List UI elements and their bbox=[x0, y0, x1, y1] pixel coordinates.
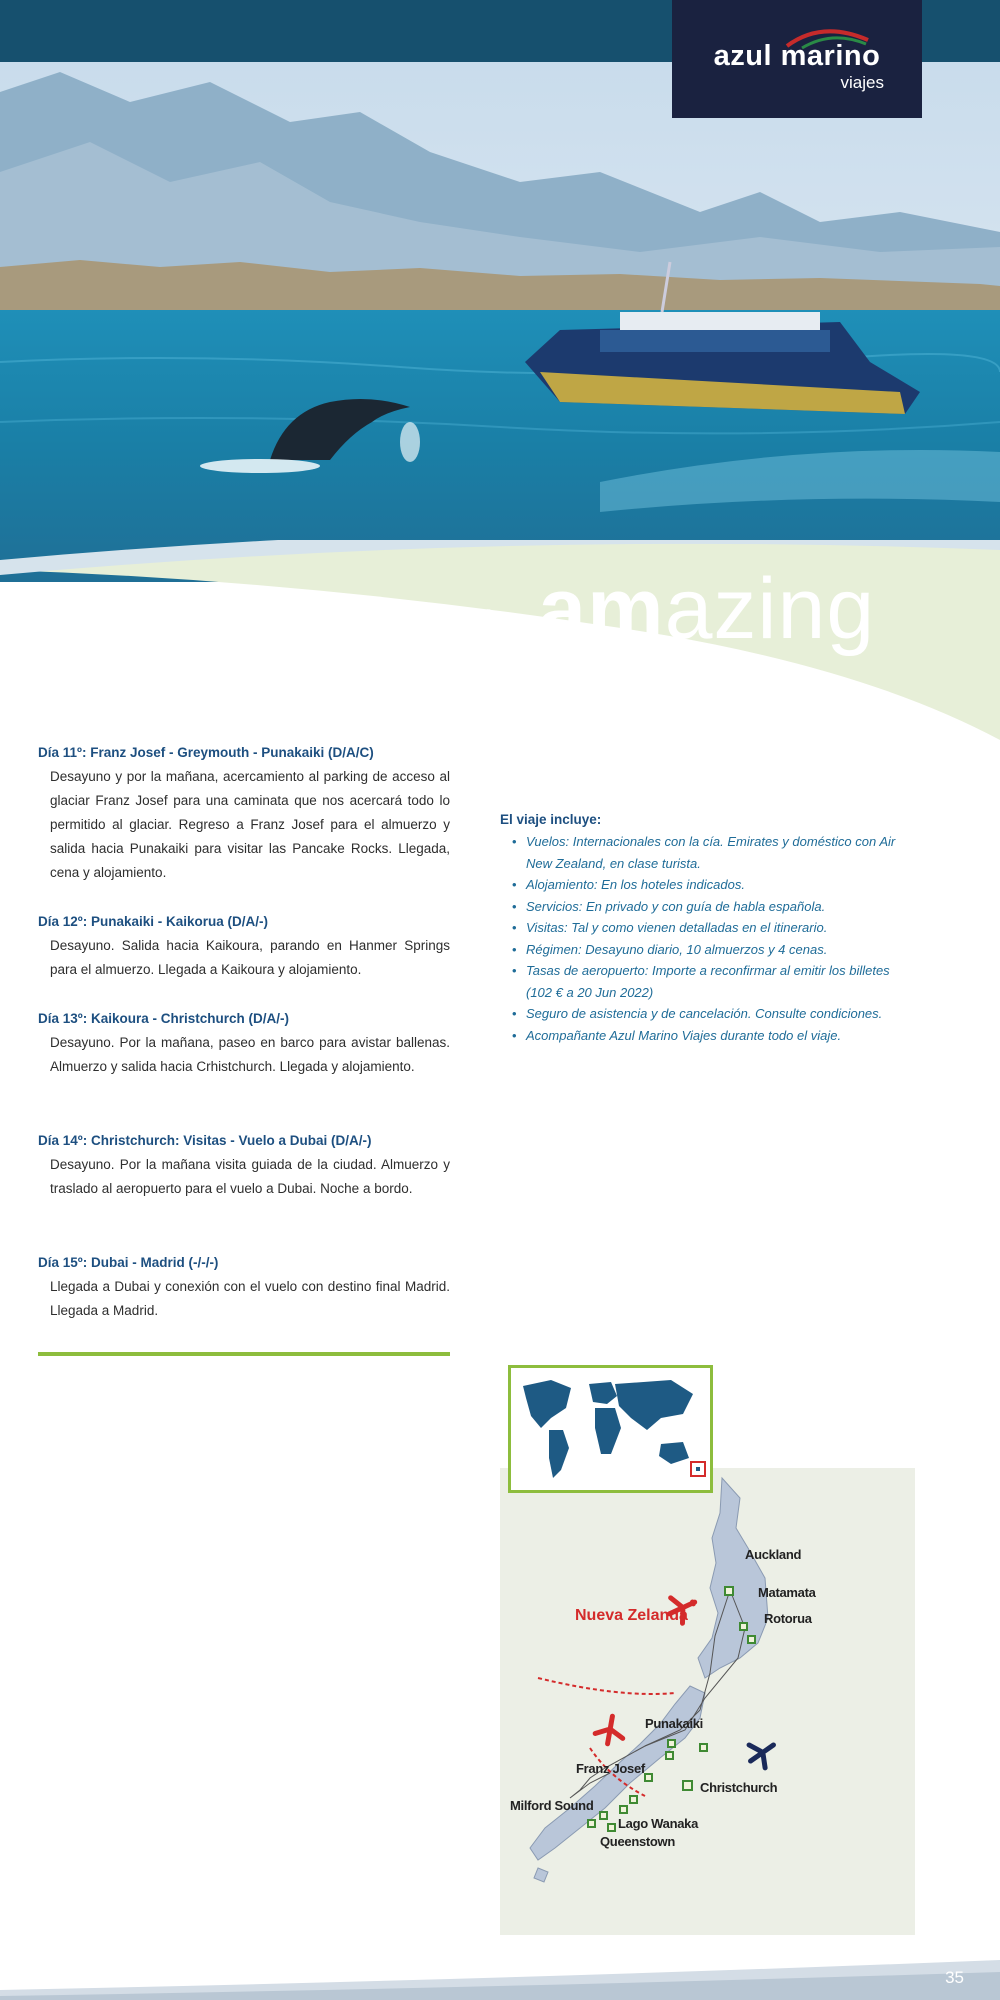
day-title: Día 15º: Dubai - Madrid (-/-/-) bbox=[38, 1255, 219, 1270]
day-text: Desayuno y por la mañana, acercamiento al parking de acceso al glaciar Franz Josef para una caminata que nos acercará todo lo permitido al glaciar. Regreso a Franz Josef para el almuerzo y salida hacia Punakaiki para visitar las Pancake Rocks. Llegada, cena y alojamiento. bbox=[50, 769, 450, 880]
includes-item: • Régimen: Desayuno diario, 10 almuerzos y 4 cenas. bbox=[512, 939, 916, 961]
includes-item: • Seguro de asistencia y de cancelación. Consulte condiciones. bbox=[512, 1003, 916, 1025]
day-text: Desayuno. Por la mañana, paseo en barco para avistar ballenas. Almuerzo y salida hacia Crhistchurch. Llegada y alojamiento. bbox=[50, 1035, 450, 1074]
day-text: Desayuno. Salida hacia Kaikoura, parando en Hanmer Springs para el almuerzo. Llegada a Kaikoura y alojamiento. bbox=[50, 938, 450, 977]
day-title: Día 14º: Christchurch: Visitas - Vuelo a Dubai (D/A/-) bbox=[38, 1133, 372, 1148]
includes-list bbox=[500, 831, 916, 1046]
city-label-auckland: Auckland bbox=[745, 1547, 802, 1562]
city-label-milford-sound: Milford Sound bbox=[510, 1798, 594, 1813]
city-label-christchurch: Christchurch bbox=[700, 1780, 778, 1795]
includes-item: • Acompañante Azul Marino Viajes durante todo el viaje. bbox=[512, 1025, 916, 1047]
plane-icon bbox=[743, 1734, 782, 1773]
city-label-lago-wanaka: Lago Wanaka bbox=[618, 1816, 699, 1831]
includes-item: • Vuelos: Internacionales con la cía. Emirates y doméstico con Air New Zealand, en clase turista. bbox=[512, 831, 916, 874]
city-label-franz-josef: Franz Josef bbox=[576, 1761, 645, 1776]
route-map bbox=[500, 1365, 915, 1935]
day-13 bbox=[38, 1011, 450, 1079]
day-11 bbox=[38, 745, 450, 885]
world-map bbox=[511, 1368, 710, 1490]
tagline-part-2: am bbox=[538, 561, 665, 657]
city-label-punakaiki: Punakaiki bbox=[645, 1716, 703, 1731]
day-12 bbox=[38, 914, 450, 982]
brand-sub: viajes bbox=[840, 73, 884, 92]
day-title: Día 11º: Franz Josef - Greymouth - Punakaiki (D/A/C) bbox=[38, 745, 374, 760]
city-label-rotorua: Rotorua bbox=[764, 1611, 812, 1626]
tagline bbox=[430, 560, 875, 659]
page-number: 35 bbox=[945, 1968, 964, 1987]
map-country-label: Nueva Zelanda bbox=[575, 1607, 688, 1624]
tagline-part-3: azing bbox=[664, 561, 876, 657]
tagline-part-1: viajes bbox=[430, 603, 539, 647]
day-text: Desayuno. Por la mañana visita guiada de la ciudad. Almuerzo y traslado al aeropuerto para el vuelo a Dubai. Noche a bordo. bbox=[50, 1157, 450, 1196]
includes-title: El viaje incluye: bbox=[500, 812, 602, 827]
includes-item: • Alojamiento: En los hoteles indicados. bbox=[512, 874, 916, 896]
day-15 bbox=[38, 1255, 450, 1323]
day-title: Día 12º: Punakaiki - Kaikorua (D/A/-) bbox=[38, 914, 268, 929]
includes-section bbox=[500, 812, 916, 1046]
includes-item: • Tasas de aeropuerto: Importe a reconfirmar al emitir los billetes (102 € a 20 Jun 2022) bbox=[512, 960, 916, 1003]
includes-item: • Visitas: Tal y como vienen detalladas en el itinerario. bbox=[512, 917, 916, 939]
day-text: Llegada a Dubai y conexión con el vuelo con destino final Madrid. Llegada a Madrid. bbox=[50, 1279, 450, 1318]
city-label-queenstown: Queenstown bbox=[600, 1834, 676, 1849]
day-14 bbox=[38, 1133, 450, 1201]
new-zealand-map bbox=[500, 1468, 915, 1935]
world-map-inset bbox=[508, 1365, 713, 1493]
includes-item: • Servicios: En privado y con guía de habla española. bbox=[512, 896, 916, 918]
section-divider bbox=[38, 1352, 450, 1356]
day-title: Día 13º: Kaikoura - Christchurch (D/A/-) bbox=[38, 1011, 289, 1026]
brand-logo bbox=[672, 0, 922, 118]
brand-name: azul marino bbox=[713, 40, 881, 72]
city-label-matamata: Matamata bbox=[758, 1585, 816, 1600]
plane-icon bbox=[594, 1714, 626, 1746]
footer-strip bbox=[0, 1960, 1000, 2000]
hero-photo bbox=[0, 62, 1000, 582]
